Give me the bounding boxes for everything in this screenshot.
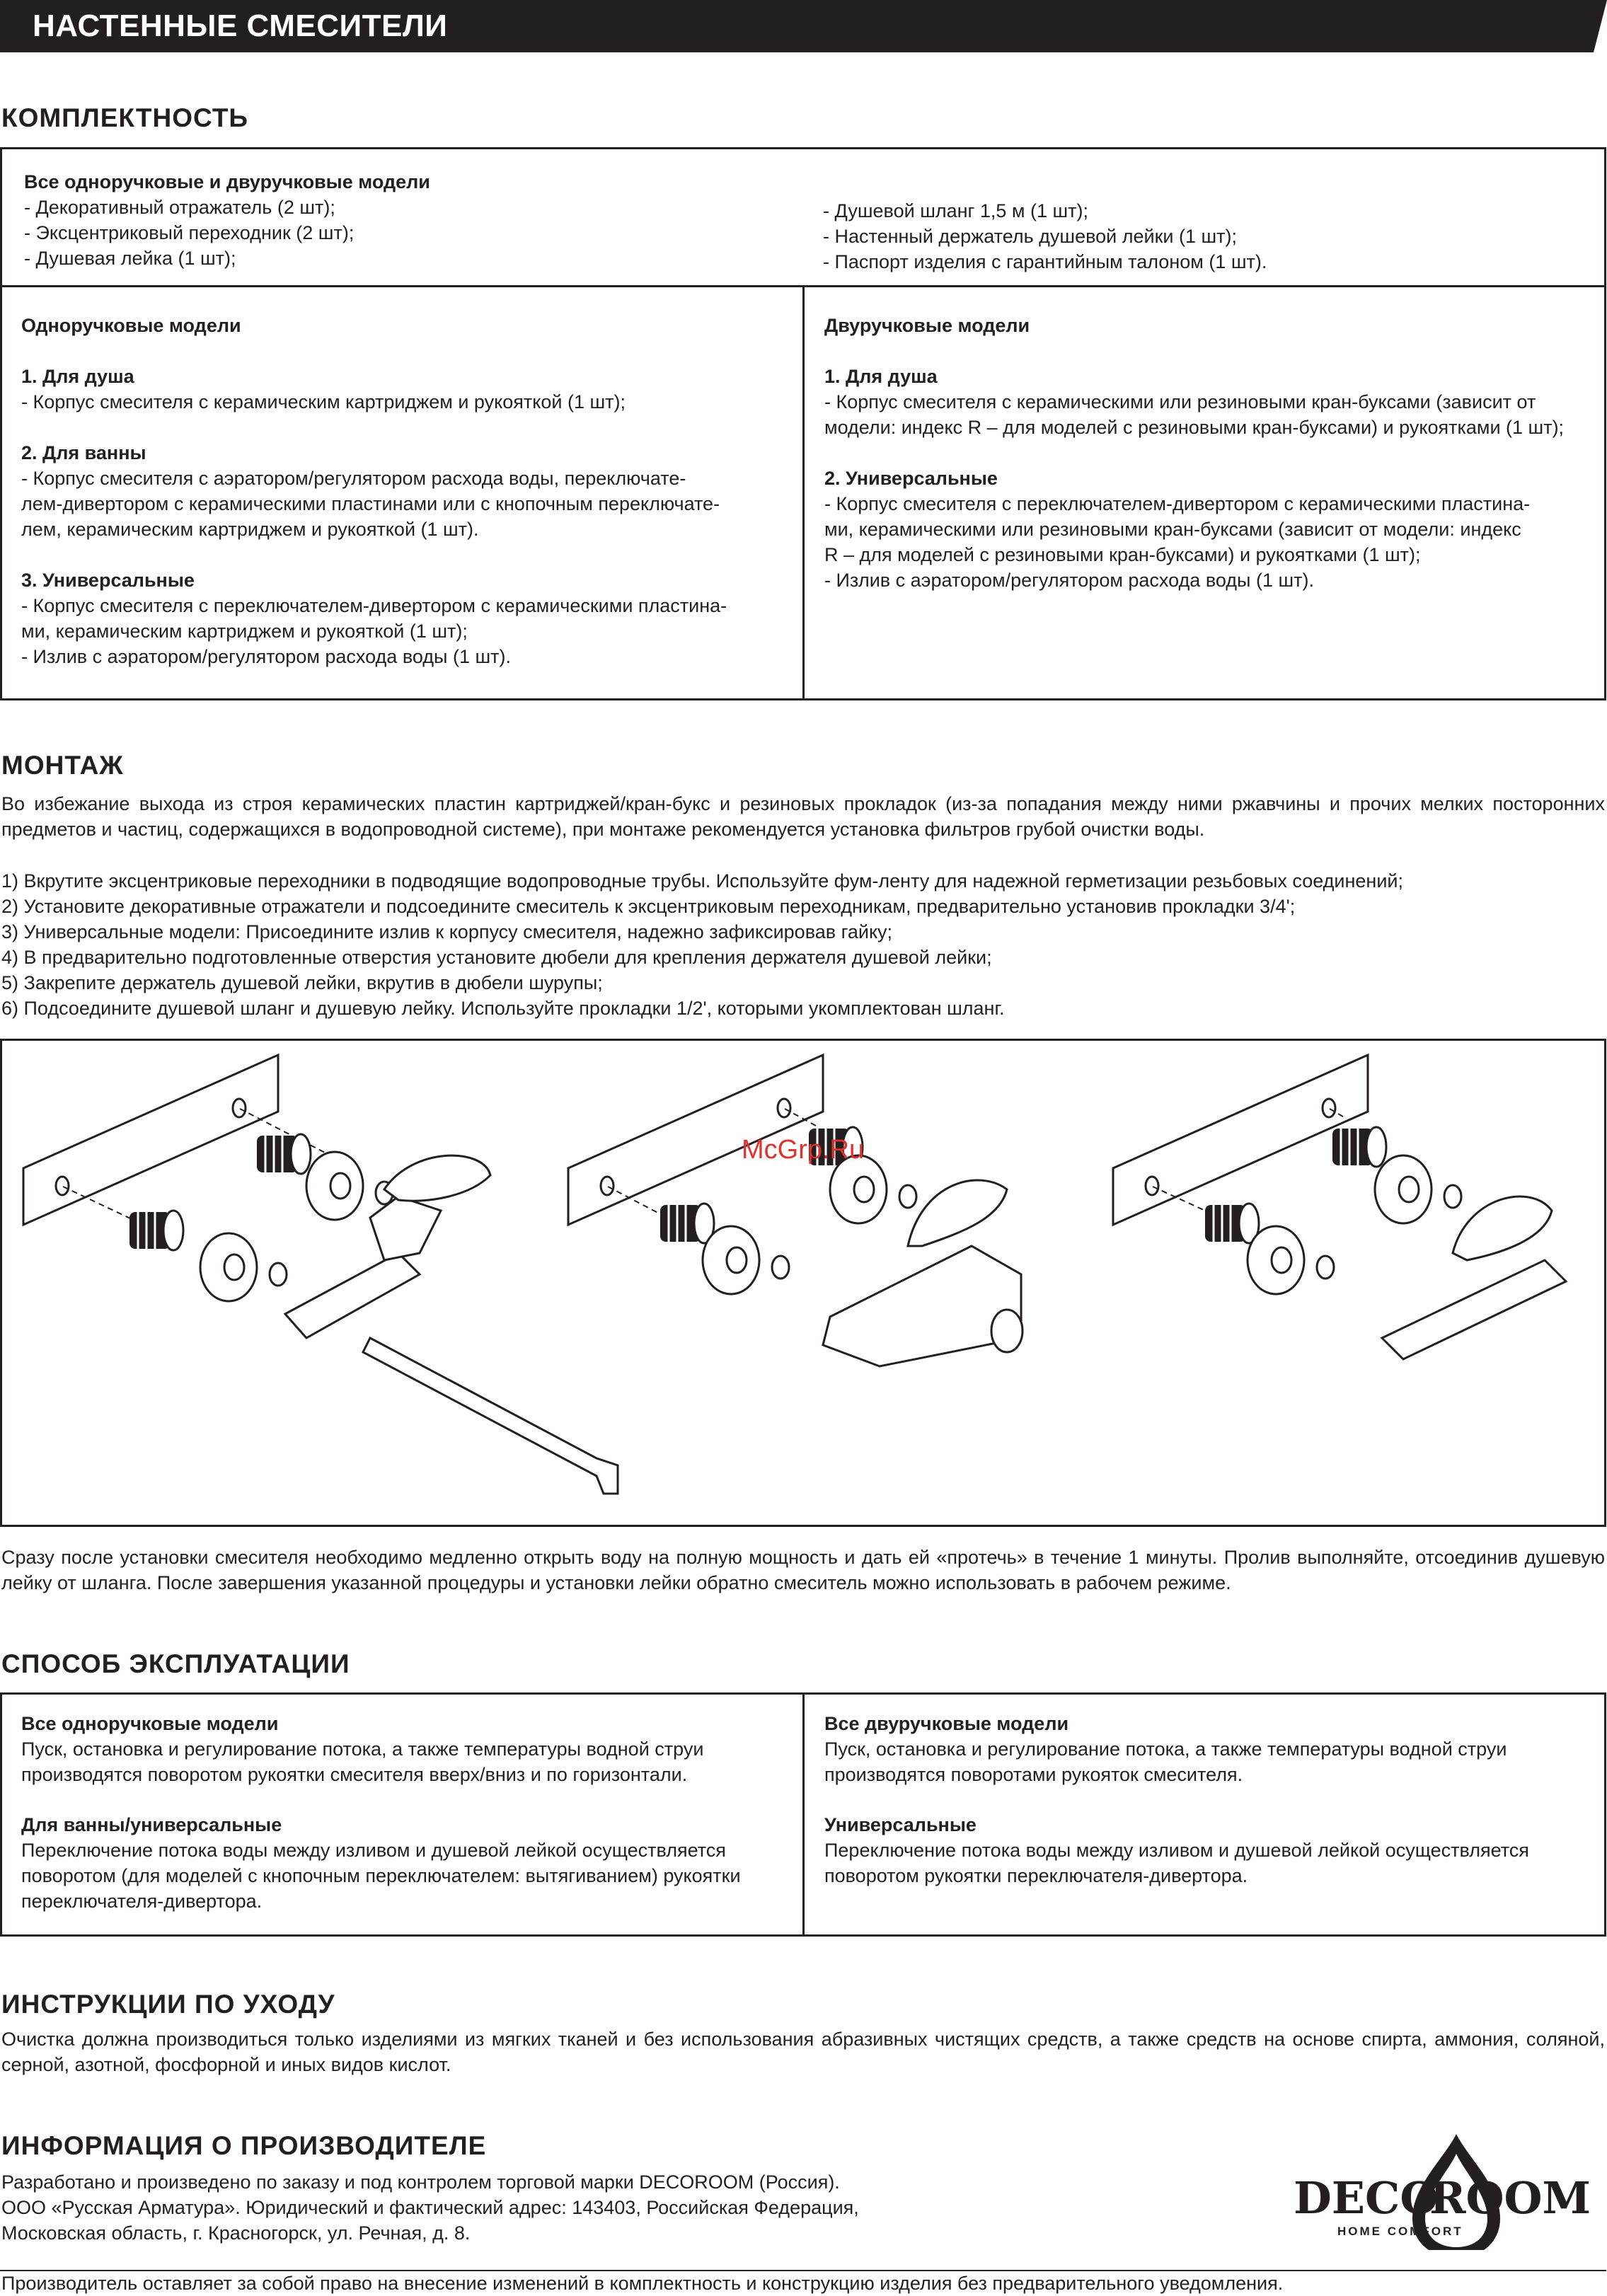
operation-single-heading: Все одноручковые модели <box>21 1713 279 1734</box>
figure-bath-mixer <box>568 1055 1023 1366</box>
manufacturer-line: Разработано и произведено по заказу и под контролем торговой марки DECOROOM (Россия). <box>1 2171 840 2193</box>
single-lever-heading: Одноручковые модели <box>21 315 241 336</box>
operation-double-line: Пуск, остановка и регулирование потока, а также температуры водной струи <box>824 1738 1507 1760</box>
operation-single-line: Пуск, остановка и регулирование потока, а также температуры водной струи <box>21 1738 704 1760</box>
double-shower-line: модели: индекс R – для моделей с резиновыми кран-буксами) и рукоятками (1 шт); <box>824 417 1565 438</box>
installation-after-note: Сразу после установки смесителя необходимо медленно открыть воду на полную мощность и дать ей «протечь» в течение 1 минуты. Пролив выполняйте, отсоединив душевую лейку от шланга. После завершения указанной процедуры и установки лейки обратно смеситель можно использовать в рабочем режиме. <box>1 1547 1605 1593</box>
page-title: НАСТЕННЫЕ СМЕСИТЕЛИ <box>33 8 448 43</box>
all-models-heading: Все одноручковые и двуручковые модели <box>24 171 430 192</box>
double-lever-heading: Двуручковые модели <box>824 315 1030 336</box>
installation-step: 3) Универсальные модели: Присоедините излив к корпусу смесителя, надежно зафиксировав гайку; <box>1 921 893 942</box>
operation-column-divider <box>802 1692 805 1937</box>
figure-long-spout <box>23 1055 618 1494</box>
installation-intro: Во избежание выхода из строя керамических пластин картриджей/кран-букс и резиновых прокладок (из-за попадания между ними ржавчины и прочих мелких посторонних предметов и частиц, содержащихся в водопроводной системе), при монтаже рекомендуется установка фильтров грубой очистки воды. <box>1 793 1605 840</box>
all-models-item: - Декоративный отражатель (2 шт); <box>24 197 335 218</box>
double-shower-line: - Корпус смесителя с керамическими или резиновыми кран-буксами (зависит от <box>824 391 1536 413</box>
all-models-item: - Настенный держатель душевой лейки (1 шт); <box>823 226 1238 247</box>
operation-single-sub-line: переключателя-дивертора. <box>21 1891 263 1912</box>
manufacturer-line: Московская область, г. Красногорск, ул. Речная, д. 8. <box>1 2222 471 2244</box>
double-universal-line: - Излив с аэратором/регулятором расхода воды (1 шт). <box>824 570 1314 591</box>
operation-single-sub-heading: Для ванны/универсальные <box>21 1814 282 1835</box>
single-universal-line: - Корпус смесителя с переключателем-дивертором с керамическими пластина- <box>21 595 727 616</box>
double-universal-line: R – для моделей с резиновыми кран-буксами) и рукоятками (1 шт); <box>824 544 1421 565</box>
single-bath-line: лем-дивертором с керамическими пластинами или с кнопочным переключате- <box>21 493 720 514</box>
installation-step: 5) Закрепите держатель душевой лейки, вкрутив в дюбели шурупы; <box>1 972 603 993</box>
single-universal-line: ми, керамическим картриджем и рукояткой (1 шт); <box>21 621 468 642</box>
installation-step: 6) Подсоедините душевой шланг и душевую лейку. Используйте прокладки 1/2', которыми укомплектован шланг. <box>1 998 1005 1019</box>
operation-double-line: производятся поворотами рукояток смесителя. <box>824 1764 1243 1785</box>
care-title: ИНСТРУКЦИИ ПО УХОДУ <box>1 1990 335 2019</box>
double-universal-title: 2. Универсальные <box>824 468 998 489</box>
decoroom-logo <box>1288 2130 1606 2250</box>
single-bath-line: - Корпус смесителя с аэратором/регулятором расхода воды, переключате- <box>21 468 686 489</box>
operation-single-line: производятся поворотом рукоятки смесителя вверх/вниз и по горизонтали. <box>21 1764 688 1785</box>
installation-diagram <box>0 1039 1606 1527</box>
operation-double-sub-line: Переключение потока воды между изливом и душевой лейкой осуществляется <box>824 1840 1529 1861</box>
installation-title: МОНТАЖ <box>1 751 124 780</box>
double-shower-title: 1. Для душа <box>824 366 938 387</box>
double-universal-line: ми, керамическими или резиновыми кран-буксами (зависит от модели: индекс <box>824 519 1521 540</box>
single-universal-title: 3. Универсальные <box>21 570 195 591</box>
completeness-column-divider <box>802 285 805 700</box>
installation-step: 1) Вкрутите эксцентриковые переходники в подводящие водопроводные трубы. Используйте фум-ленту для надежной герметизации резьбовых соединений; <box>1 870 1404 892</box>
logo-word-left: DECO <box>1294 2172 1439 2224</box>
logo-word-right: ROOM <box>1429 2172 1591 2224</box>
single-shower-title: 1. Для душа <box>21 366 134 387</box>
installation-drawing <box>2 1041 1604 1525</box>
operation-title: СПОСОБ ЭКСПЛУАТАЦИИ <box>1 1649 350 1678</box>
header-banner <box>0 0 1607 52</box>
operation-double-sub-line: поворотом рукоятки переключателя-дивертора. <box>824 1865 1248 1886</box>
all-models-item: - Душевая лейка (1 шт); <box>24 248 236 269</box>
single-bath-title: 2. Для ванны <box>21 442 146 463</box>
watermark-text: McGrp.Ru <box>742 1135 865 1165</box>
single-shower-line: - Корпус смесителя с керамическим картриджем и рукояткой (1 шт); <box>21 391 626 413</box>
figure-shower-mixer <box>1113 1055 1566 1359</box>
completeness-title: КОМПЛЕКТНОСТЬ <box>1 103 249 132</box>
manufacturer-disclaimer: Производитель оставляет за собой право на внесение изменений в комплектность и конструкцию изделия без предварительного уведомления. <box>1 2273 1284 2294</box>
operation-double-sub-heading: Универсальные <box>824 1814 977 1835</box>
all-models-item: - Душевой шланг 1,5 м (1 шт); <box>823 200 1089 221</box>
all-models-item: - Эксцентриковый переходник (2 шт); <box>24 222 355 243</box>
installation-step: 2) Установите декоративные отражатели и подсоедините смеситель к эксцентриковым переходникам, предварительно установив прокладки 3/4'; <box>1 896 1296 917</box>
manufacturer-title: ИНФОРМАЦИЯ О ПРОИЗВОДИТЕЛЕ <box>1 2131 487 2160</box>
installation-step: 4) В предварительно подготовленные отверстия установите дюбели для крепления держателя душевой лейки; <box>1 947 992 968</box>
single-universal-line: - Излив с аэратором/регулятором расхода воды (1 шт). <box>21 646 511 667</box>
all-models-item: - Паспорт изделия с гарантийным талоном (1 шт). <box>823 251 1267 272</box>
operation-single-sub-line: Переключение потока воды между изливом и душевой лейкой осуществляется <box>21 1840 726 1861</box>
operation-double-heading: Все двуручковые модели <box>824 1713 1069 1734</box>
logo-tagline: HOME COMFORT <box>1337 2225 1463 2238</box>
care-text: Очистка должна производиться только изделиями из мягких тканей и без использования абразивных чистящих средств, а также средств на основе спирта, аммония, соляной, серной, азотной, фосфорной и иных видов кислот. <box>1 2029 1605 2075</box>
operation-single-sub-line: поворотом (для моделей с кнопочным переключателем: вытягиванием) рукоятки <box>21 1865 741 1886</box>
manufacturer-line: ООО «Русская Арматура». Юридический и фактический адрес: 143403, Российская Федерация, <box>1 2197 859 2218</box>
double-universal-line: - Корпус смесителя с переключателем-дивертором с керамическими пластина- <box>824 493 1531 514</box>
single-bath-line: лем, керамическим картриджем и рукояткой (1 шт). <box>21 519 479 540</box>
